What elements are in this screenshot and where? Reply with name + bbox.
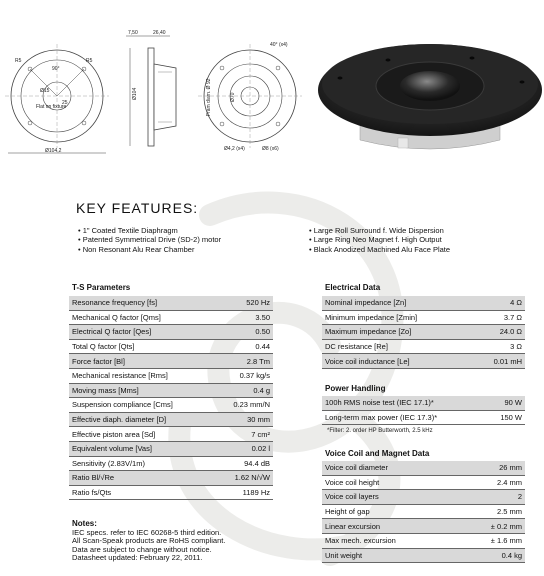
feature-item: • 1" Coated Textile Diaphragm bbox=[78, 226, 221, 235]
table-row bbox=[322, 519, 525, 534]
table-row bbox=[322, 533, 525, 548]
row-value: 2.5 mm bbox=[459, 504, 525, 519]
row-label: Voice coil layers bbox=[322, 490, 459, 505]
table-row bbox=[69, 485, 273, 500]
row-value: 150 W bbox=[486, 410, 525, 425]
row-value: 0.50 bbox=[215, 325, 273, 340]
dim-25: 25 bbox=[62, 100, 68, 106]
row-label: Voice coil height bbox=[322, 475, 459, 490]
dim-h104: Ø104 bbox=[132, 87, 138, 100]
row-label: Linear excursion bbox=[322, 519, 459, 534]
dim-d15: Ø15 bbox=[40, 88, 50, 94]
row-label: Effective diaph. diameter [D] bbox=[69, 412, 215, 427]
notes-title: Notes: bbox=[72, 519, 97, 528]
row-value: 90 W bbox=[486, 396, 525, 410]
table-row bbox=[322, 504, 525, 519]
table-row bbox=[69, 398, 273, 413]
dim-d42: Ø4,2 (x4) bbox=[224, 146, 245, 152]
notes-block bbox=[72, 520, 225, 563]
row-value: 0.23 mm/N bbox=[215, 398, 273, 413]
dim-d8: Ø8 (x6) bbox=[262, 146, 279, 152]
table-row bbox=[322, 410, 525, 425]
row-label: Mechanical Q factor [Qms] bbox=[69, 310, 215, 325]
power-filter-note: *Filter: 2. order HP Butterworth, 2.5 kHz bbox=[327, 428, 433, 434]
notes-line: Data are subject to change without notice. bbox=[72, 544, 212, 554]
row-value: ± 1.6 mm bbox=[459, 533, 525, 548]
row-label: Total Q factor [Qts] bbox=[69, 339, 215, 354]
table-row bbox=[69, 412, 273, 427]
row-value: 94.4 dB bbox=[215, 456, 273, 471]
table-row bbox=[69, 310, 273, 325]
dim-h70: Ø70 bbox=[230, 92, 236, 102]
key-features-left-list bbox=[78, 226, 221, 254]
dim-r5-left: R5 bbox=[15, 58, 22, 64]
row-value: 1189 Hz bbox=[215, 485, 273, 500]
row-value: 520 Hz bbox=[215, 296, 273, 310]
notes-line: IEC specs. refer to IEC 60268-5 third edition. bbox=[72, 527, 222, 537]
row-label: Electrical Q factor [Qes] bbox=[69, 325, 215, 340]
feature-item: • Non Resonant Alu Rear Chamber bbox=[78, 245, 221, 254]
row-value: 3.50 bbox=[215, 310, 273, 325]
table-row bbox=[322, 354, 525, 369]
side-view-drawing bbox=[126, 30, 176, 146]
table-row bbox=[322, 310, 525, 325]
row-label: Ratio Bl/√Re bbox=[69, 471, 215, 486]
table-row bbox=[69, 427, 273, 442]
row-value: 1.62 N/√W bbox=[215, 471, 273, 486]
table-row bbox=[322, 548, 525, 563]
row-value: 2.8 Tm bbox=[215, 354, 273, 369]
table-row bbox=[69, 354, 273, 369]
feature-item: • Black Anodized Machined Alu Face Plate bbox=[309, 245, 450, 254]
table-row bbox=[69, 441, 273, 456]
power-handling-title: Power Handling bbox=[325, 384, 386, 393]
feature-item: • Large Ring Neo Magnet f. High Output bbox=[309, 235, 450, 244]
electrical-data-title: Electrical Data bbox=[325, 283, 381, 292]
table-row bbox=[322, 461, 525, 475]
row-label: Unit weight bbox=[322, 548, 459, 563]
notes-line: Datasheet updated: February 22, 2011. bbox=[72, 553, 203, 563]
dim-2640: 26,40 bbox=[153, 30, 166, 36]
row-label: Equivalent volume [Vas] bbox=[69, 441, 215, 456]
voice-coil-title: Voice Coil and Magnet Data bbox=[325, 449, 430, 458]
table-row bbox=[322, 396, 525, 410]
table-row bbox=[69, 383, 273, 398]
dim-a40: 40° (x4) bbox=[270, 42, 288, 48]
row-value: 0.44 bbox=[215, 339, 273, 354]
row-label: Resonance frequency [fs] bbox=[69, 296, 215, 310]
row-value: 4 Ω bbox=[472, 296, 525, 310]
row-value: 24.0 Ω bbox=[472, 325, 525, 340]
table-row bbox=[322, 296, 525, 310]
dim-750: 7,50 bbox=[128, 30, 138, 36]
row-label: Minimum impedance [Zmin] bbox=[322, 310, 472, 325]
table-row bbox=[69, 325, 273, 340]
ts-parameters-table bbox=[69, 296, 273, 500]
ts-parameters-title: T-S Parameters bbox=[72, 283, 131, 292]
row-label: Ratio fs/Qts bbox=[69, 485, 215, 500]
row-value: 30 mm bbox=[215, 412, 273, 427]
key-features-right-list bbox=[309, 226, 450, 254]
row-label: Maximum impedance [Zo] bbox=[322, 325, 472, 340]
row-label: Voice coil diameter bbox=[322, 461, 459, 475]
table-row bbox=[322, 325, 525, 340]
row-value: 0.4 kg bbox=[459, 548, 525, 563]
row-label: Effective piston area [Sd] bbox=[69, 427, 215, 442]
row-label: 100h RMS noise test (IEC 17.1)* bbox=[322, 396, 486, 410]
row-value: 0.01 mH bbox=[472, 354, 525, 369]
table-row bbox=[322, 475, 525, 490]
notes-line: All Scan-Speak products are RoHS compliant. bbox=[72, 536, 226, 546]
rear-view-drawing bbox=[198, 42, 302, 152]
row-value: 3.7 Ω bbox=[472, 310, 525, 325]
row-label: Long-term max power (IEC 17.3)* bbox=[322, 410, 486, 425]
dim-r5-right: R5 bbox=[86, 58, 93, 64]
row-label: Mechanical resistance [Rms] bbox=[69, 368, 215, 383]
feature-item: • Patented Symmetrical Drive (SD-2) motor bbox=[78, 235, 221, 244]
row-value: 0.02 l bbox=[215, 441, 273, 456]
dim-angle: 90° bbox=[52, 66, 60, 72]
table-row bbox=[69, 456, 273, 471]
feature-item: • Large Roll Surround f. Wide Dispersion bbox=[309, 226, 450, 235]
dim-fixture: Flat on fixture bbox=[36, 104, 67, 110]
row-value: ± 0.2 mm bbox=[459, 519, 525, 534]
table-row bbox=[322, 490, 525, 505]
table-row bbox=[69, 339, 273, 354]
row-value: 7 cm² bbox=[215, 427, 273, 442]
row-value: 0.4 g bbox=[215, 383, 273, 398]
row-label: Sensitivity (2.83V/1m) bbox=[69, 456, 215, 471]
row-value: 0.37 kg/s bbox=[215, 368, 273, 383]
row-label: Suspension compliance [Cms] bbox=[69, 398, 215, 413]
row-label: DC resistance [Re] bbox=[322, 339, 472, 354]
row-value: 3 Ω bbox=[472, 339, 525, 354]
table-row bbox=[322, 339, 525, 354]
row-value: 2 bbox=[459, 490, 525, 505]
dim-frame-diameter: Fram diam. Ø 92 bbox=[206, 78, 212, 116]
table-row bbox=[69, 368, 273, 383]
table-row bbox=[69, 296, 273, 310]
front-view-drawing bbox=[5, 44, 109, 154]
row-label: Nominal impedance [Zn] bbox=[322, 296, 472, 310]
voice-coil-table bbox=[322, 461, 525, 563]
row-label: Force factor [Bl] bbox=[69, 354, 215, 369]
row-label: Height of gap bbox=[322, 504, 459, 519]
product-photo bbox=[318, 44, 542, 149]
key-features-title: KEY FEATURES: bbox=[76, 200, 199, 216]
power-handling-table bbox=[322, 396, 525, 425]
row-value: 26 mm bbox=[459, 461, 525, 475]
electrical-data-table bbox=[322, 296, 525, 369]
row-label: Max mech. excursion bbox=[322, 533, 459, 548]
technical-drawings bbox=[0, 28, 544, 158]
row-value: 2.4 mm bbox=[459, 475, 525, 490]
row-label: Voice coil inductance [Le] bbox=[322, 354, 472, 369]
row-label: Moving mass [Mms] bbox=[69, 383, 215, 398]
dim-d1042: Ø104,2 bbox=[45, 148, 62, 154]
table-row bbox=[69, 471, 273, 486]
